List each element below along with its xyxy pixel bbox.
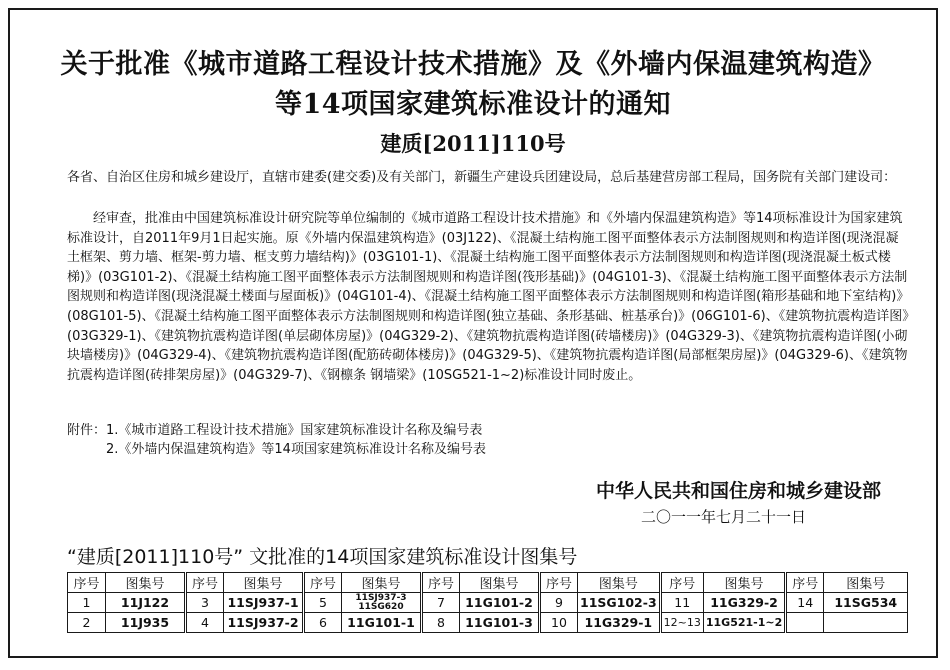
atlas-number-table [67, 572, 908, 633]
notice-title-line-2: 等14项国家建筑标准设计的通知 [274, 89, 672, 120]
code-cell: 11J122 [106, 593, 186, 613]
code-cell: 11J935 [106, 613, 186, 633]
issuing-authority: 中华人民共和国住房和城乡建设部 [595, 480, 881, 502]
content-paragraph: 经审查，批准由中国建筑标准设计研究院等单位编制的《城市道路工程设计技术措施》和《外墙内保温建筑构造》等14项标准设计为国家建筑标准设计，自2011年9月1日起实施。原《外墙内保温建筑构造》(03J122)、《混凝土结构施工图平面整体表示方法制图规则和构造详图(现浇混凝土框架、剪力墙、框架-剪力墙、框支剪力墙结构)》(03G101-1)、《混凝土结构施工图平面整体表示方法制图规则和构造详图(现浇混凝土板式楼梯)》(03G101-2)、《混凝土结构施工图平面整体表示方法制图规则和构造详图(筏形基础)》(04G101-3)、《混凝土结构施工图平面整体表示方法制图规则和构造详图(现浇混凝土楼面与屋面板)》(04G101-4)、《混凝土结构施工图平面整体表示方法制图规则和构造详图(箱形基础和地下室结构)》(08G101-5)、《混凝土结构施工图平面整体表示方法制图规则和构造详图(独立基础、条形基础、桩基承台)》(06G101-6)、《建筑物抗震构造详图》(03G329-1)、《建筑物抗震构造详图(单层砌体房屋)》(04G329-2)、《建筑物抗震构造详图(砖墙楼房)》(04G329-3)、《建筑物抗震构造详图(小砌块墙楼房)》(04G329-4)、《建筑物抗震构造详图(配筋砖砌体楼房)》(04G329-5)、《建筑物抗震构造详图(局部框架房屋)》(04G329-6)、《建筑物抗震构造详图(砖排架房屋)》(04G329-7)、《钢檩条 钢墙梁》(10SG521-1~2)标准设计同时废止。 [67, 211, 910, 383]
table-header-row [68, 573, 908, 593]
code-cell: 11G101-2 [460, 593, 540, 613]
seq-cell: 3 [186, 593, 224, 613]
notice-title-line-1: 关于批准《城市道路工程设计技术措施》及《外墙内保温建筑构造》 [60, 49, 886, 80]
header-seq: 序号 [304, 573, 342, 593]
header-seq: 序号 [786, 573, 824, 593]
header-code: 图集号 [106, 573, 186, 593]
header-code: 图集号 [224, 573, 304, 593]
code-cell: 11SJ937-1 [224, 593, 304, 613]
seq-cell: 11 [660, 593, 703, 613]
header-seq: 序号 [540, 573, 578, 593]
attachment-item: 1.《城市道路工程设计技术措施》国家建筑标准设计名称及编号表 [106, 423, 483, 438]
header-code: 图集号 [824, 573, 908, 593]
document-page [8, 8, 938, 658]
addressee-paragraph: 各省、自治区住房和城乡建设厅，直辖市建委(建交委)及有关部门，新疆生产建设兵团建设局，总后基建营房部工程局，国务院有关部门建设司： [67, 170, 897, 185]
code-cell: 11G521-1~2 [703, 613, 785, 633]
seq-cell: 4 [186, 613, 224, 633]
seq-cell [786, 613, 824, 633]
seq-cell: 2 [68, 613, 106, 633]
code-cell: 11G329-2 [703, 593, 785, 613]
seq-cell: 6 [304, 613, 342, 633]
code-cell: 11G329-1 [578, 613, 661, 633]
seq-cell: 7 [422, 593, 460, 613]
seq-cell: 10 [540, 613, 578, 633]
attachments-label: 附件： [67, 423, 107, 438]
table-row [68, 613, 908, 633]
seq-cell: 9 [540, 593, 578, 613]
code-cell: 11SG534 [824, 593, 908, 613]
code-cell: 11SJ937-2 [224, 613, 304, 633]
seq-cell: 1 [68, 593, 106, 613]
document-number: 建质[2011]110号 [380, 131, 566, 156]
header-seq: 序号 [422, 573, 460, 593]
header-seq: 序号 [186, 573, 224, 593]
header-code: 图集号 [578, 573, 661, 593]
code-cell [824, 613, 908, 633]
header-seq: 序号 [68, 573, 106, 593]
header-seq: 序号 [660, 573, 703, 593]
seq-cell: 12~13 [660, 613, 703, 633]
table-row [68, 593, 908, 613]
issue-date: 二〇一一年七月二十一日 [640, 508, 806, 526]
header-code: 图集号 [703, 573, 785, 593]
attachment-item: 2.《外墙内保温建筑构造》等14项国家建筑标准设计名称及编号表 [106, 442, 486, 457]
code-cell: 11SG102-3 [578, 593, 661, 613]
seq-cell: 14 [786, 593, 824, 613]
code-cell: 11SJ937-3 11SG620 [342, 593, 422, 613]
header-code: 图集号 [342, 573, 422, 593]
seq-cell: 5 [304, 593, 342, 613]
code-cell: 11G101-1 [342, 613, 422, 633]
header-code: 图集号 [460, 573, 540, 593]
code-cell: 11G101-3 [460, 613, 540, 633]
seq-cell: 8 [422, 613, 460, 633]
table-title: “建质[2011]110号” 文批准的14项国家建筑标准设计图集号 [67, 546, 578, 568]
